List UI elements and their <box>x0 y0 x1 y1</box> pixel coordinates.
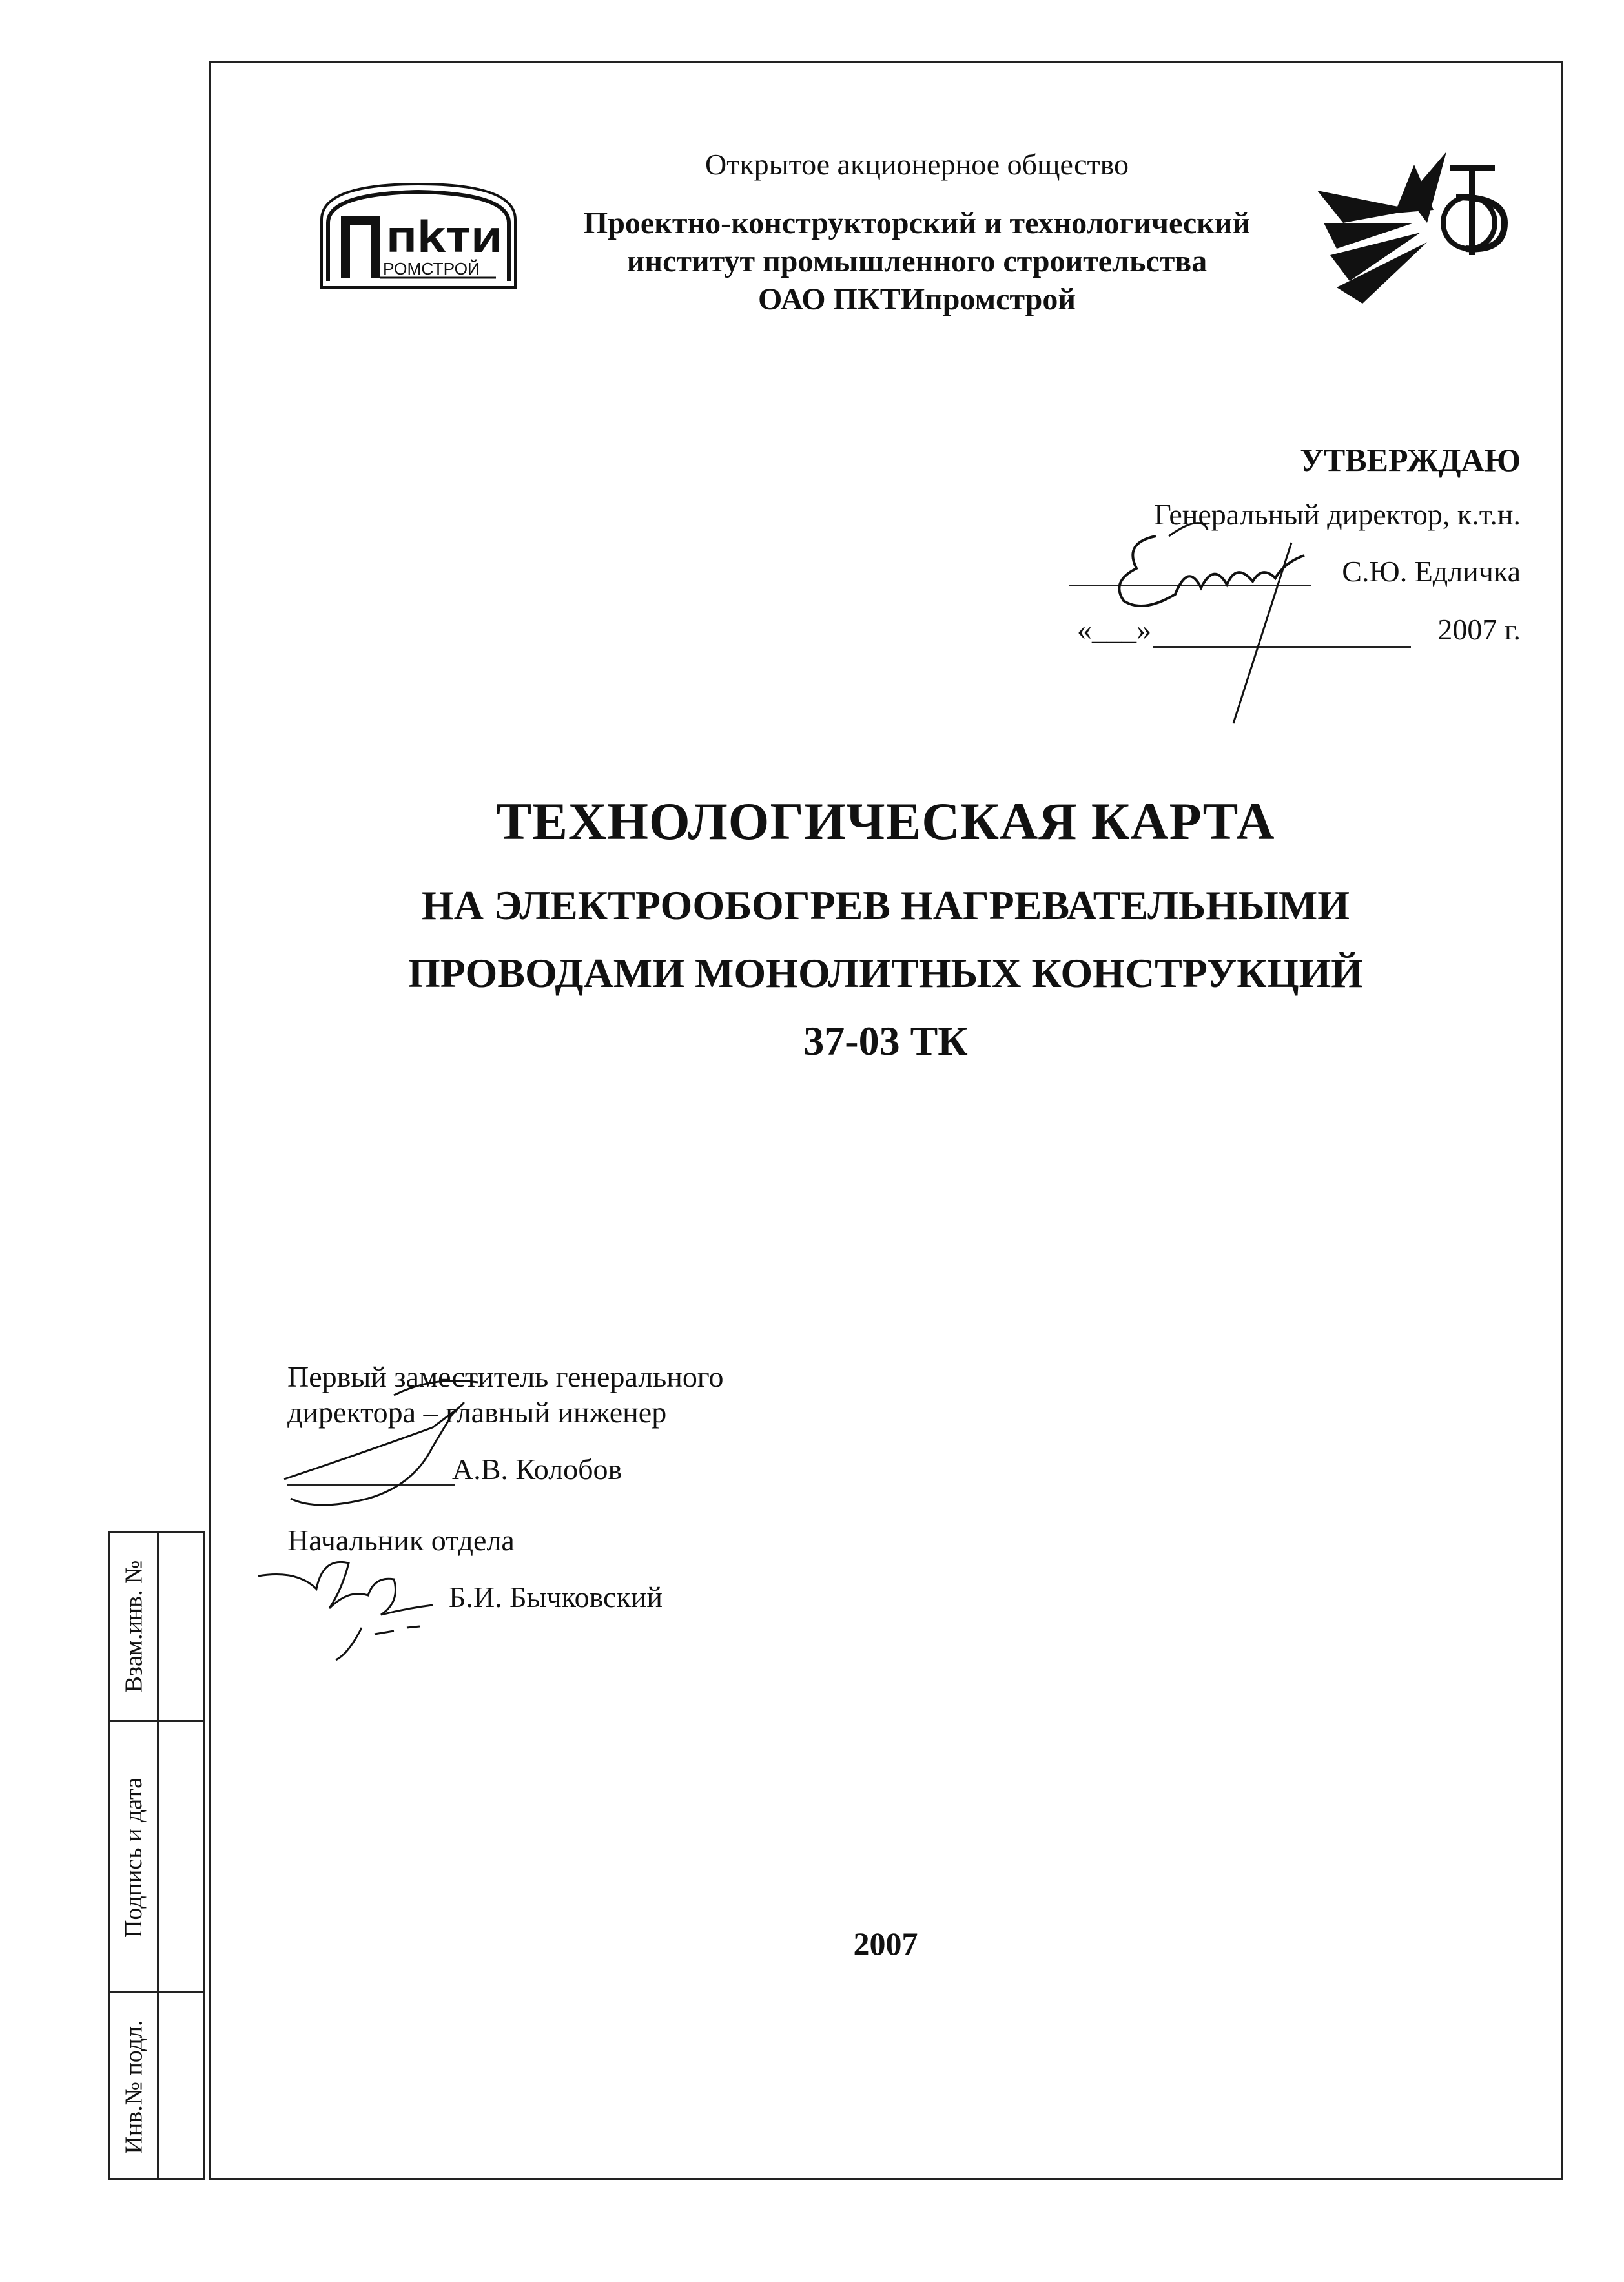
org-name-line3: ОАО ПКТИпромстрой <box>758 282 1076 316</box>
document-code: 37-03 ТК <box>803 1018 968 1064</box>
stamp-label-original-inventory: Инв.№ подл. <box>120 2019 148 2154</box>
stamp-label-replacement: Взам.инв. № <box>120 1560 148 1693</box>
stamp-cell-signature-date <box>110 1720 203 1991</box>
first-signer-signature <box>265 1369 536 1524</box>
approval-date-prefix: «___» <box>1077 613 1151 646</box>
logo-main-text: пkти <box>386 211 502 262</box>
page-frame <box>209 61 1563 2180</box>
approval-date-year: 2007 г. <box>1437 613 1521 646</box>
second-signer-position: Начальник отдела <box>287 1524 515 1557</box>
approval-name: С.Ю. Едличка <box>1342 555 1521 588</box>
org-type: Открытое акционерное общество <box>705 148 1129 181</box>
logo-sub-text: РОМСТРОЙ <box>383 259 480 278</box>
first-signer-name: А.В. Колобов <box>452 1453 622 1486</box>
document-subtitle-line2: ПРОВОДАМИ МОНОЛИТНЫХ КОНСТРУКЦИЙ <box>407 950 1364 996</box>
stamp-cell-replacement <box>110 1533 203 1720</box>
first-signer-position-line2: директора – главный инженер <box>287 1396 667 1429</box>
approval-heading: УТВЕРЖДАЮ <box>1300 442 1521 478</box>
document-year: 2007 <box>853 1925 918 1962</box>
first-signer-position-line1: Первый заместитель генерального <box>287 1360 724 1393</box>
star-emblem-logo <box>1317 152 1524 307</box>
approval-position: Генеральный директор, к.т.н. <box>1154 498 1521 531</box>
stamp-column <box>108 1531 205 2180</box>
stamp-cell-original-inventory <box>110 1991 203 2178</box>
second-signer-name: Б.И. Бычковский <box>449 1581 663 1613</box>
org-name-line2: институт промышленного строительства <box>626 244 1208 278</box>
org-name-line1: Проектно-конструкторский и технологический <box>583 206 1251 240</box>
director-signature <box>1098 517 1343 736</box>
document-title: ТЕХНОЛОГИЧЕСКАЯ КАРТА <box>496 792 1275 851</box>
document-subtitle-line1: НА ЭЛЕКТРООБОГРЕВ НАГРЕВАТЕЛЬНЫМИ <box>421 882 1350 928</box>
second-signer-signature <box>245 1550 465 1666</box>
stamp-label-signature-date: Подпись и дата <box>120 1777 148 1938</box>
